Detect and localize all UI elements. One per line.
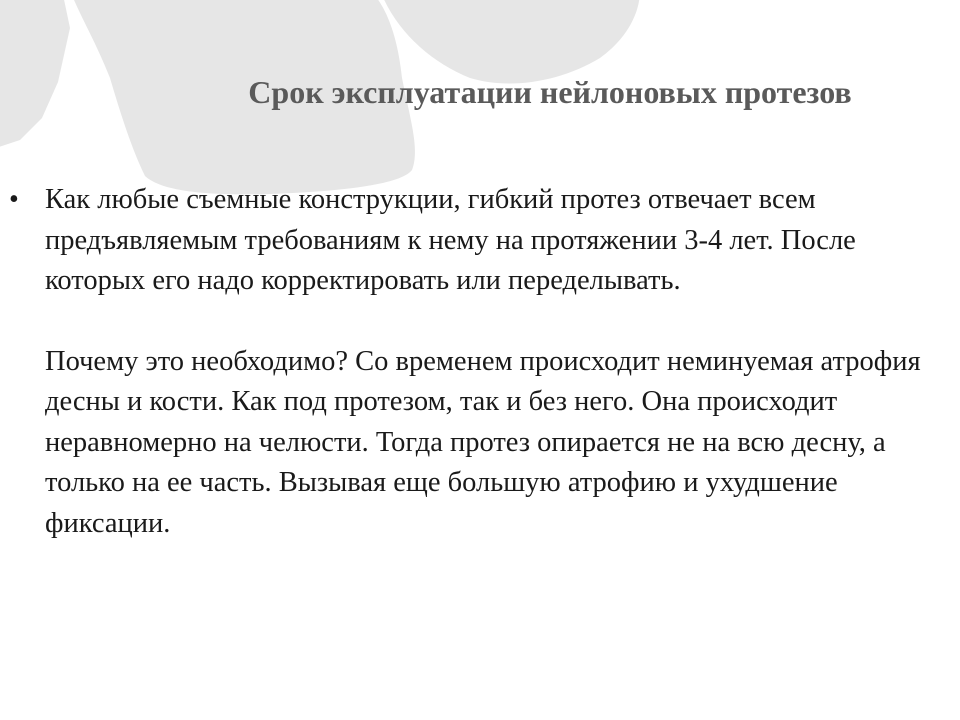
paragraph-reason: Почему это необходимо? Со временем происходит неминуемая атрофия десны и кости. Как под протезом, так и без него. Она происходит неравномерно на челюсти. Тогда протез опирается не на всю десну, а только на ее часть. Вызывая еще большую атрофию и ухудшение фиксации. bbox=[45, 345, 921, 539]
bullet-list bbox=[0, 180, 960, 544]
background-stone-shape bbox=[0, 0, 70, 150]
background-stone-shape bbox=[380, 0, 640, 84]
bullet-item bbox=[0, 180, 960, 544]
paragraph-lifespan: Как любые съемные конструкции, гибкий протез отвечает всем предъявляемым требованиям к нему на протяжении 3-4 лет. После которых его надо корректировать или переделывать. bbox=[45, 184, 856, 296]
slide-title: Срок эксплуатации нейлоновых протезов bbox=[248, 74, 852, 110]
bullet-dot-icon: • bbox=[9, 184, 19, 215]
